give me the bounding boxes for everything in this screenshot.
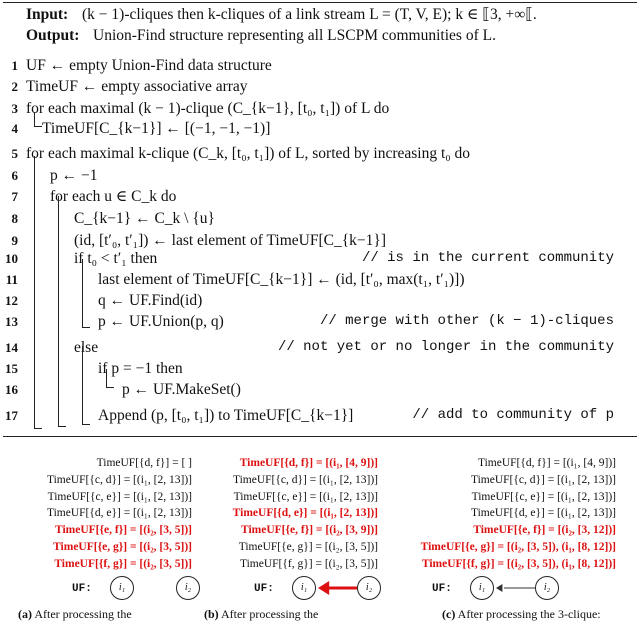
- caption-tag: (c): [442, 607, 456, 621]
- timeuf-entry: TimeUF[{c, e}] = [(i₁, [2, 13])]: [233, 490, 378, 503]
- line-text: C_{k−1} ← C_k \ {u}: [74, 210, 215, 227]
- line-text: (id, [t′₀, t′₁]) ← last element of TimeUF[C_{k−1}]: [74, 232, 387, 249]
- timeuf-entry: TimeUF[{c, e}] = [(i₁, [2, 13])]: [47, 490, 192, 503]
- line-number: 13: [5, 314, 18, 329]
- line-text: for each u ∈ C_k do: [50, 188, 177, 205]
- uf-node-node2: i₂: [535, 576, 559, 600]
- timeuf-entry: TimeUF[{c, d}] = [(i₁, [2, 13])]: [470, 473, 616, 486]
- timeuf-entry: TimeUF[{d, e}] = [(i₁, [2, 13])]: [46, 507, 192, 520]
- line-text: Append (p, [t₀, t₁]) to TimeUF[C_{k−1}]: [98, 407, 354, 424]
- uf-node-node2: i₂: [357, 576, 381, 600]
- input-label: Input:: [26, 6, 69, 23]
- line-number: 11: [5, 272, 18, 287]
- line-number: 8: [11, 211, 18, 226]
- line-text: p ← UF.Union(p, q): [98, 313, 224, 330]
- timeuf-entry: TimeUF[{e, f}] = [(i₂, [3, 12])]: [473, 524, 616, 537]
- caption-text: After processing the 3-clique:: [455, 607, 601, 621]
- caption-text: After processing the: [218, 607, 319, 621]
- timeuf-entry: TimeUF[{c, d}] = [(i₁, [2, 13])]: [232, 473, 378, 486]
- line-number: 4: [11, 121, 18, 136]
- timeuf-entry: TimeUF[{e, g}] = [(i₂, [3, 5]), (i₁, [8, 12])]: [420, 540, 616, 553]
- caption-text: After processing the: [32, 607, 132, 621]
- timeuf-entry: TimeUF[{f, g}] = [(i₂, [3, 5]), (i₁, [8, 12])]: [421, 557, 616, 570]
- timeuf-entry: TimeUF[{e, f}] = [(i₂, [3, 5])]: [54, 524, 192, 537]
- panel-caption: [442, 607, 601, 622]
- timeuf-entry: TimeUF[{e, g}] = [(i₂, [3, 5])]: [53, 540, 192, 553]
- line-number: 3: [11, 101, 18, 116]
- uf-label: UF:: [432, 583, 452, 595]
- line-text: p ← UF.MakeSet(): [122, 381, 241, 398]
- timeuf-entry: TimeUF[{c, e}] = [(i₁, [2, 13])]: [471, 490, 616, 503]
- uf-node-node1: i₁: [470, 576, 494, 600]
- line-number: 12: [5, 293, 18, 308]
- uf-node-node1: i₁: [292, 576, 316, 600]
- uf-node-node1: i₁: [110, 576, 134, 600]
- line-text: if t₀ < t′₁ then: [74, 250, 158, 267]
- timeuf-entry: TimeUF[{d, f}] = [(i₁, [4, 9])]: [477, 457, 616, 469]
- line-text: TimeUF ← empty associative array: [26, 78, 248, 95]
- timeuf-entry: TimeUF[{c, d}] = [(i₁, [2, 13])]: [46, 473, 192, 486]
- line-comment: // is in the current community: [361, 250, 614, 266]
- caption-tag: (a): [18, 607, 32, 621]
- line-number: 9: [11, 233, 18, 248]
- caption-tag: (b): [204, 607, 219, 621]
- timeuf-entry: TimeUF[{f, g}] = [(i₂, [3, 5])]: [239, 557, 378, 570]
- line-number: 15: [5, 361, 18, 376]
- line-text: q ← UF.Find(id): [98, 292, 203, 309]
- timeuf-entry: TimeUF[{f, g}] = [(i₂, [3, 5])]: [54, 557, 192, 570]
- line-comment: // add to community of p: [412, 407, 614, 423]
- line-number: 6: [11, 168, 18, 183]
- line-number: 17: [5, 408, 18, 423]
- line-text: if p = −1 then: [98, 360, 183, 377]
- line-comment: // not yet or no longer in the community: [277, 339, 614, 355]
- line-text: TimeUF[C_{k−1}] ← [(−1, −1, −1)]: [42, 120, 271, 137]
- line-text: last element of TimeUF[C_{k−1}] ← (id, [t′₀, max(t₁, t′₁)]): [98, 271, 465, 288]
- output-label: Output:: [26, 27, 80, 44]
- uf-label: UF:: [254, 583, 274, 595]
- output-text: Union-Find structure representing all LSCPM communities of L.: [93, 27, 496, 44]
- line-number: 1: [11, 58, 18, 73]
- timeuf-entry: TimeUF[{d, f}] = [(i₁, [4, 9])]: [239, 457, 378, 469]
- timeuf-entry: TimeUF[{d, e}] = [(i₁, [2, 13])]: [232, 507, 378, 520]
- line-number: 10: [5, 251, 18, 266]
- timeuf-entry: TimeUF[{d, f}] = [ ]: [96, 457, 192, 469]
- input-text: (k − 1)-cliques then k-cliques of a link stream L = (T, V, E); k ∈ ⟦3, +∞⟦.: [82, 6, 537, 23]
- line-text: UF ← empty Union-Find data structure: [26, 57, 272, 74]
- line-number: 5: [11, 146, 18, 161]
- line-number: 2: [11, 79, 18, 94]
- uf-node-node2: i₂: [176, 576, 200, 600]
- line-number: 14: [5, 340, 18, 355]
- uf-arrow-head: [496, 584, 502, 592]
- line-text: p ← −1: [50, 167, 98, 184]
- timeuf-entry: TimeUF[{e, g}] = [(i₂, [3, 5])]: [238, 540, 378, 553]
- line-text: for each maximal (k − 1)-clique (C_{k−1}, [t₀, t₁]) of L do: [26, 100, 390, 117]
- line-number: 7: [11, 189, 18, 204]
- line-text: for each maximal k-clique (C_k, [t₀, t₁]) of L, sorted by increasing t₀ do: [26, 145, 471, 162]
- timeuf-entry: TimeUF[{d, e}] = [(i₁, [2, 13])]: [470, 507, 616, 520]
- line-comment: // merge with other (k − 1)-cliques: [319, 313, 614, 329]
- uf-label: UF:: [72, 583, 92, 595]
- timeuf-entry: TimeUF[{e, f}] = [(i₂, [3, 9])]: [240, 524, 378, 537]
- line-text: else: [74, 339, 99, 356]
- line-number: 16: [5, 382, 18, 397]
